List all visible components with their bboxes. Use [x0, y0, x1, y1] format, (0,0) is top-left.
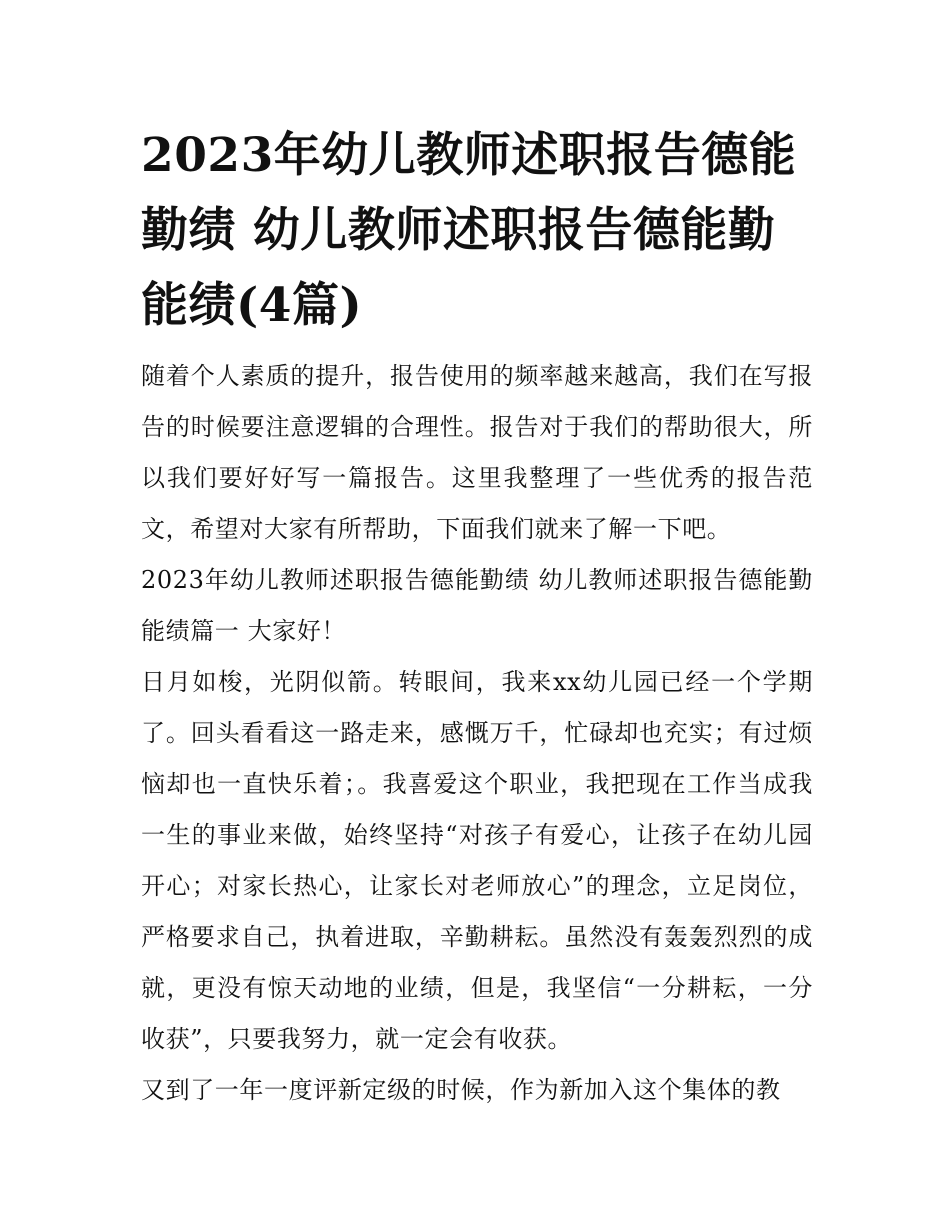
- intro-paragraph: 随着个人素质的提升，报告使用的频率越来越高，我们在写报告的时候要注意逻辑的合理性。报告对于我们的帮助很大，所以我们要好好写一篇报告。这里我整理了一些优秀的报告范文，希望对大家有所帮助，下面我们就来了解一下吧。: [141, 362, 813, 543]
- body-paragraph-1: 日月如梭，光阴似箭。转眼间，我来xx幼儿园已经一个学期了。回头看看这一路走来，感慨万千，忙碌却也充实；有过烦恼却也一直快乐着；。我喜爱这个职业，我把现在工作当成我一生的事业来做，始终坚持“对孩子有爱心，让孩子在幼儿园开心；对家长热心，让家长对老师放心”的理念，立足岗位，严格要求自己，执着进取，辛勤耕耘。虽然没有轰轰烈烈的成就，更没有惊天动地的业绩，但是，我坚信“一分耕耘，一分收获”，只要我努力，就一定会有收获。: [141, 668, 813, 1053]
- document-title: 2023年幼儿教师述职报告德能勤绩 幼儿教师述职报告德能勤能绩(4篇): [141, 128, 797, 333]
- body-paragraph-2: 又到了一年一度评新定级的时候，作为新加入这个集体的教: [141, 1076, 781, 1104]
- section-heading-paragraph: 2023年幼儿教师述职报告德能勤绩 幼儿教师述职报告德能勤能绩篇一 大家好！: [141, 566, 813, 645]
- document-body: [141, 118, 813, 1116]
